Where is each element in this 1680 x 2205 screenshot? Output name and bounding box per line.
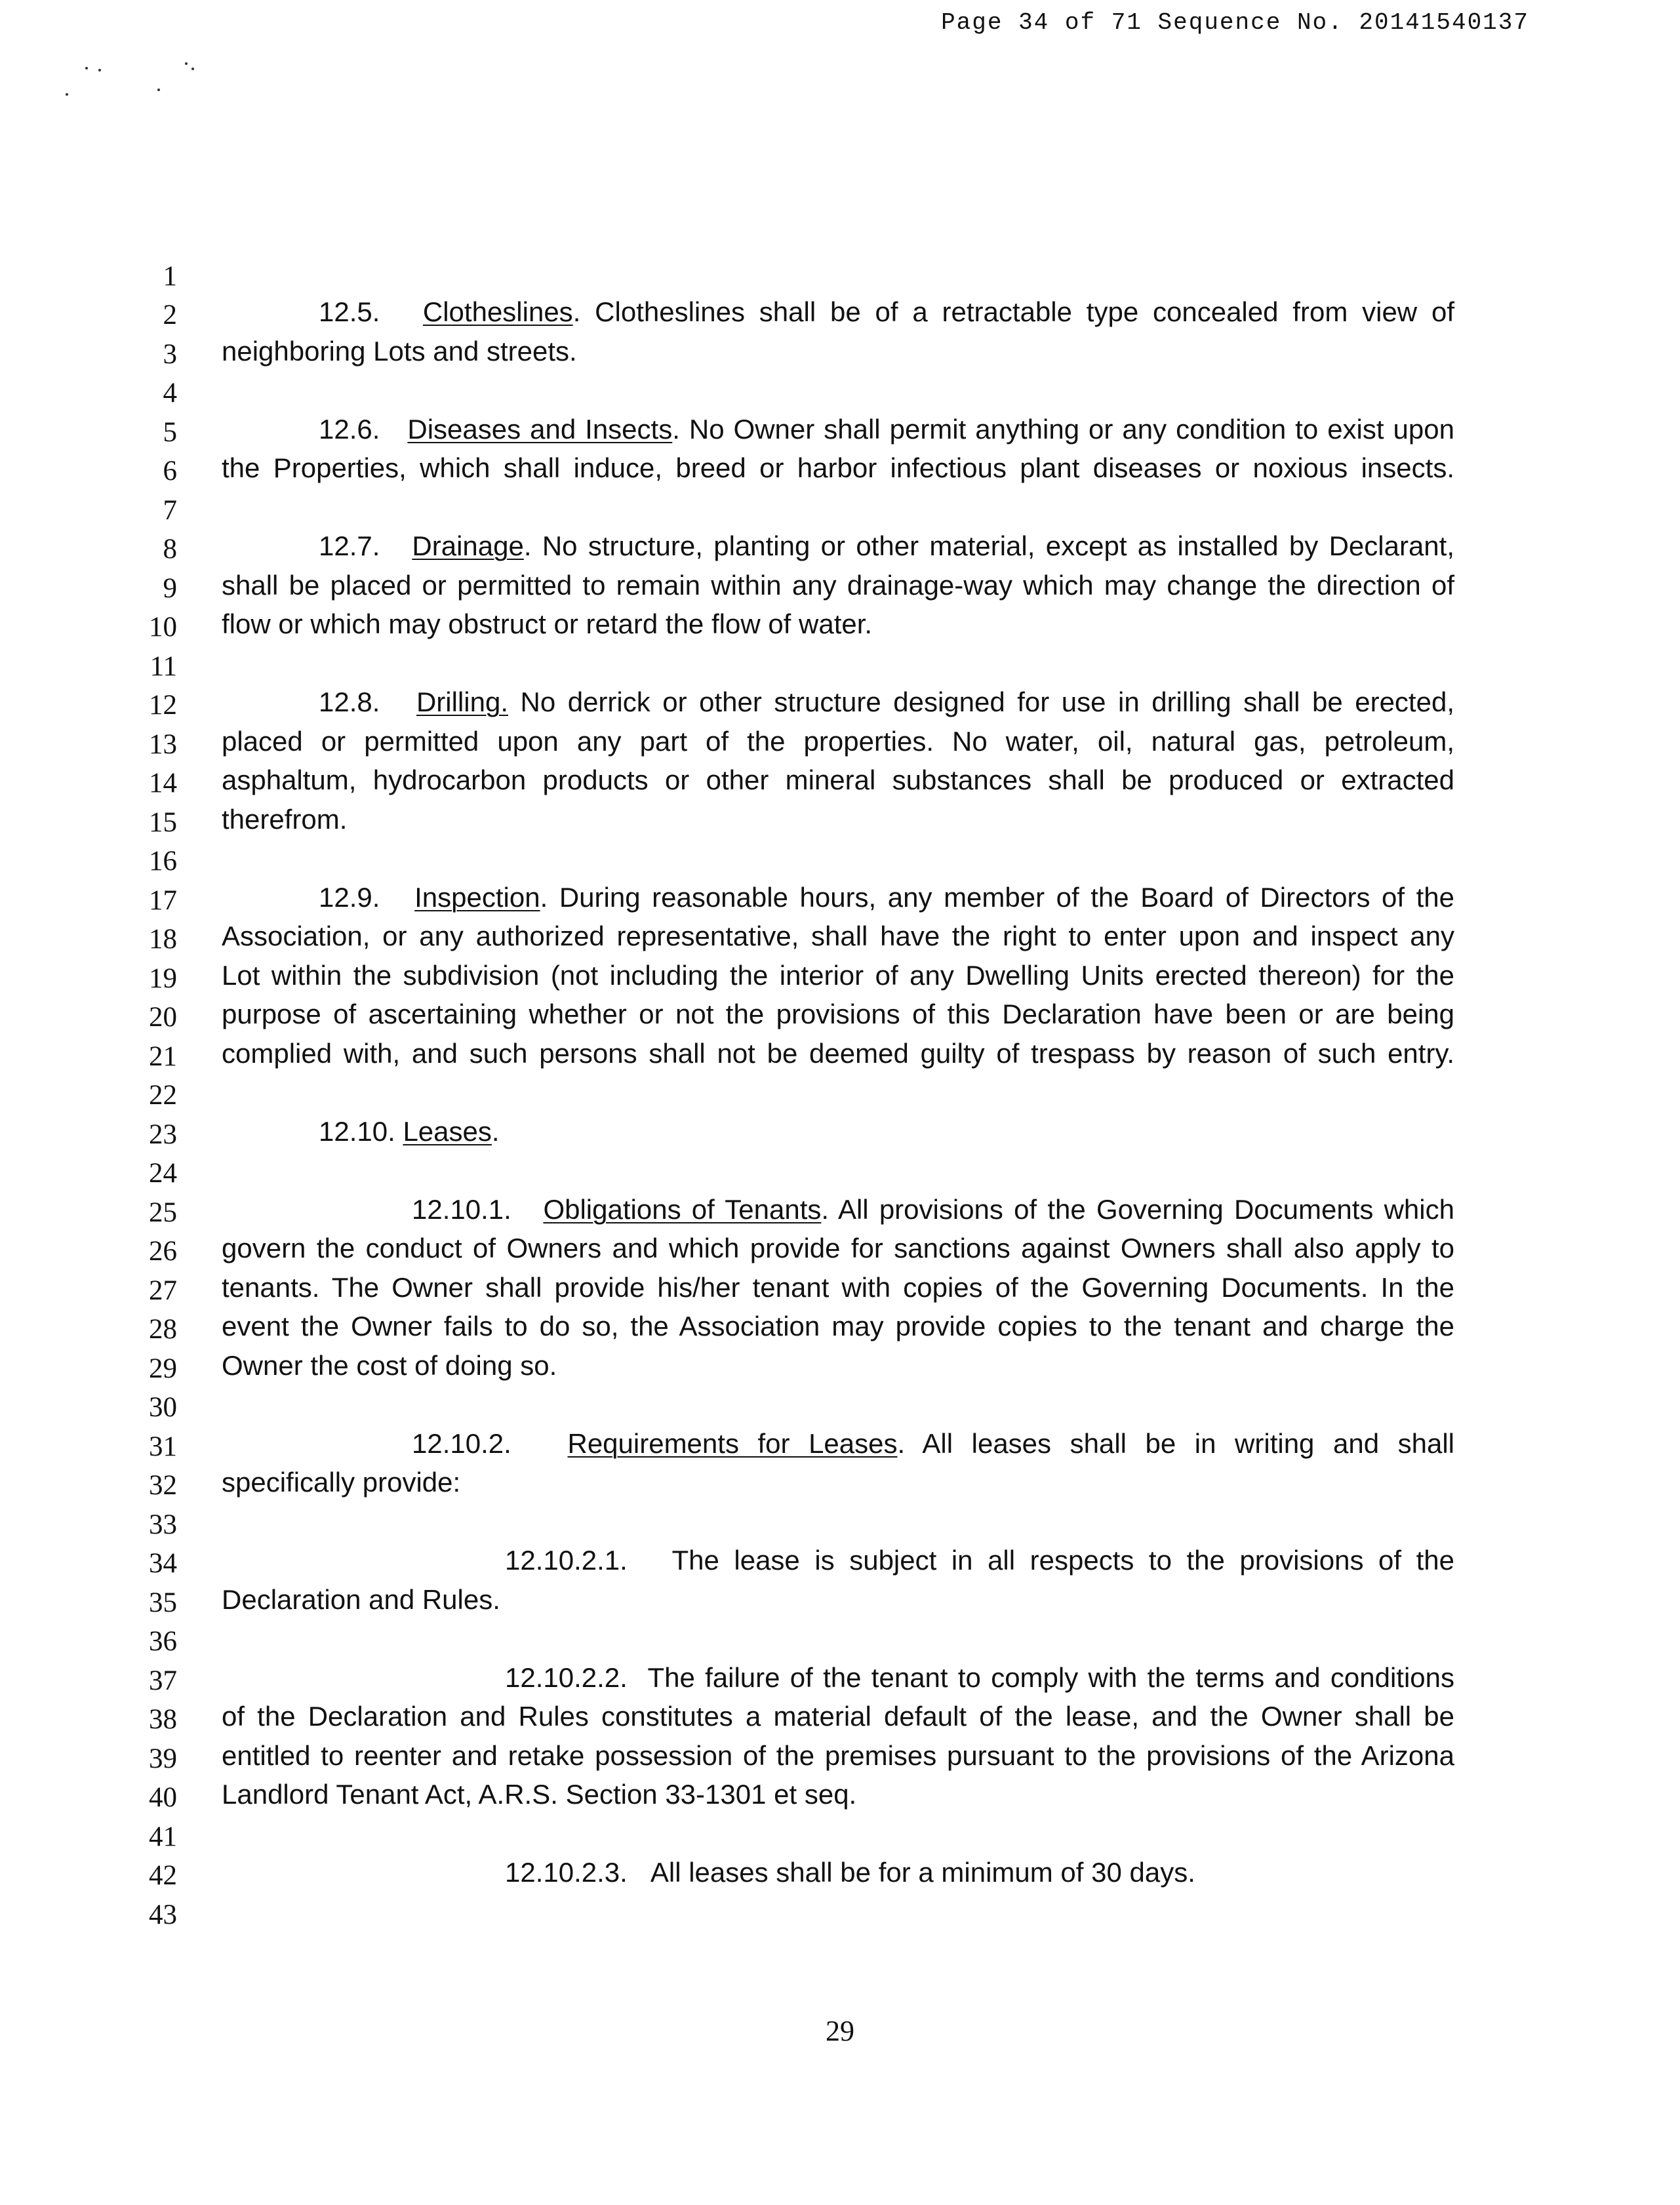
line-number: 38 [149,1704,177,1735]
text-line: Lot within the subdivision (not including the interior of any Dwelling Units erected thereon) for the [222,960,1454,991]
line-number: 16 [149,846,177,877]
scan-speck [157,89,160,91]
text-span: . During reasonable hours, any member of the Board of Directors of the [540,882,1454,913]
line-number: 41 [149,1821,177,1852]
text-line [222,1544,1454,1577]
page-header: Page 34 of 71 Sequence No. 20141540137 [941,9,1529,36]
text-line [222,1661,1454,1694]
text-line: event the Owner fails to do so, the Association may provide copies to the tenant and charge the [222,1311,1454,1341]
text-line: of the Declaration and Rules constitutes a material default of the lease, and the Owner shall be [222,1701,1454,1732]
line-number: 40 [149,1782,177,1813]
scan-speck [185,62,188,65]
section-number: 12.5. [319,296,380,327]
section-number: 12.6. [319,414,380,445]
text-line [222,1427,1454,1460]
line-number: 11 [150,651,177,682]
scan-speck [98,69,101,71]
line-number: 21 [149,1041,177,1072]
line-number: 14 [149,768,177,799]
section-number: 12.9. [319,882,380,913]
text-line [222,686,1454,719]
text-line: govern the conduct of Owners and which provide for sanctions against Owners shall also apply to [222,1233,1454,1263]
line-number: 20 [149,1002,177,1033]
text-line: neighboring Lots and streets. [222,336,577,367]
section-title: Clotheslines [422,296,573,327]
line-number: 31 [149,1431,177,1462]
line-number: 35 [149,1587,177,1618]
section-number: 12.10.2. [412,1428,511,1459]
text-line: Association, or any authorized representative, shall have the right to enter upon and inspect any [222,921,1454,951]
text-line: Declaration and Rules. [222,1584,500,1615]
text-line: asphaltum, hydrocarbon products or other mineral substances shall be produced or extracted [222,765,1454,795]
section-number: 12.10.2.3. [505,1857,628,1888]
scan-speck [191,68,194,70]
text-span: . Clotheslines shall be of a retractable type concealed from view of [572,296,1454,327]
line-number: 27 [149,1275,177,1306]
text-line: specifically provide: [222,1467,461,1498]
section-title: Requirements for Leases [567,1428,898,1459]
text-span: . [491,1116,500,1147]
line-number: 26 [149,1236,177,1267]
text-line [222,881,1454,914]
line-number: 7 [163,495,177,526]
line-number: 43 [149,1899,177,1930]
line-number: 36 [149,1626,177,1657]
section-number: 12.10.2.1. [505,1545,628,1576]
text-span: . No structure, planting or other material, except as installed by Declarant, [523,530,1454,561]
text-span: The lease is subject in all respects to the provisions of the [671,1545,1454,1576]
line-number: 19 [149,963,177,994]
section-number: 12.10.2.2. [505,1662,628,1693]
text-line [222,413,1454,446]
line-number: 28 [149,1314,177,1345]
line-number: 33 [149,1509,177,1540]
line-number: 2 [163,300,177,330]
section-title: Inspection [414,882,540,913]
line-number: 29 [149,1353,177,1384]
line-number: 6 [163,456,177,487]
section-number: 12.7. [319,530,380,561]
line-number: 39 [149,1743,177,1774]
section-number: 12.10. [319,1116,395,1147]
section-title: Leases [403,1116,492,1147]
text-span: . All leases shall be in writing and shall [897,1428,1454,1459]
line-number: 9 [163,573,177,604]
line-number: 12 [149,690,177,721]
text-span: All leases shall be for a minimum of 30 days. [650,1857,1195,1888]
line-number: 17 [149,885,177,916]
page-number: 29 [826,2015,854,2047]
line-number: 23 [149,1119,177,1150]
text-line [222,1115,1454,1148]
line-number: 34 [149,1548,177,1579]
text-line [222,530,1454,563]
line-number: 18 [149,924,177,955]
text-line [222,1193,1454,1226]
section-number: 12.10.1. [412,1194,511,1225]
text-line [222,296,1454,328]
text-line: entitled to reenter and retake possession of the premises pursuant to the provisions of the Arizona [222,1740,1454,1771]
section-title: Obligations of Tenants [543,1194,822,1225]
section-title: Drainage [412,530,524,561]
line-number: 42 [149,1860,177,1891]
line-number: 15 [149,807,177,838]
line-number: 24 [149,1158,177,1189]
section-title: Drilling. [416,686,508,717]
text-line: therefrom. [222,804,348,835]
text-line: purpose of ascertaining whether or not the provisions of this Declaration have been or are being [222,999,1454,1029]
text-line: tenants. The Owner shall provide his/her tenant with copies of the Governing Documents. In the [222,1272,1454,1303]
text-span: . No Owner shall permit anything or any condition to exist upon [672,414,1454,445]
text-line: the Properties, which shall induce, breed or harbor infectious plant diseases or noxious insects. [222,452,1454,483]
text-line: shall be placed or permitted to remain within any drainage-way which may change the direction of [222,570,1454,601]
text-line [222,1856,1454,1889]
text-span: The failure of the tenant to comply with the terms and conditions [647,1662,1454,1693]
line-number: 37 [149,1665,177,1696]
text-line: Owner the cost of doing so. [222,1350,557,1381]
scan-speck [66,93,68,96]
line-number: 13 [149,729,177,760]
text-span: No derrick or other structure designed for use in drilling shall be erected, [508,686,1454,717]
line-number: 3 [163,339,177,370]
line-number: 4 [163,378,177,408]
line-number: 22 [149,1080,177,1111]
text-line: Landlord Tenant Act, A.R.S. Section 33-1301 et seq. [222,1779,857,1810]
text-line: complied with, and such persons shall not be deemed guilty of trespass by reason of such entry. [222,1038,1454,1069]
section-number: 12.8. [319,686,380,717]
line-number: 10 [149,612,177,643]
line-number: 25 [149,1197,177,1228]
line-number: 8 [163,534,177,565]
line-number: 30 [149,1392,177,1423]
line-number: 5 [163,417,177,448]
line-number: 1 [163,261,177,292]
line-number: 32 [149,1470,177,1501]
text-span: . All provisions of the Governing Documents which [821,1194,1454,1225]
section-title: Diseases and Insects [407,414,673,445]
scan-speck [85,67,88,70]
text-line: placed or permitted upon any part of the properties. No water, oil, natural gas, petroleum, [222,726,1454,757]
text-line: flow or which may obstruct or retard the flow of water. [222,608,873,639]
